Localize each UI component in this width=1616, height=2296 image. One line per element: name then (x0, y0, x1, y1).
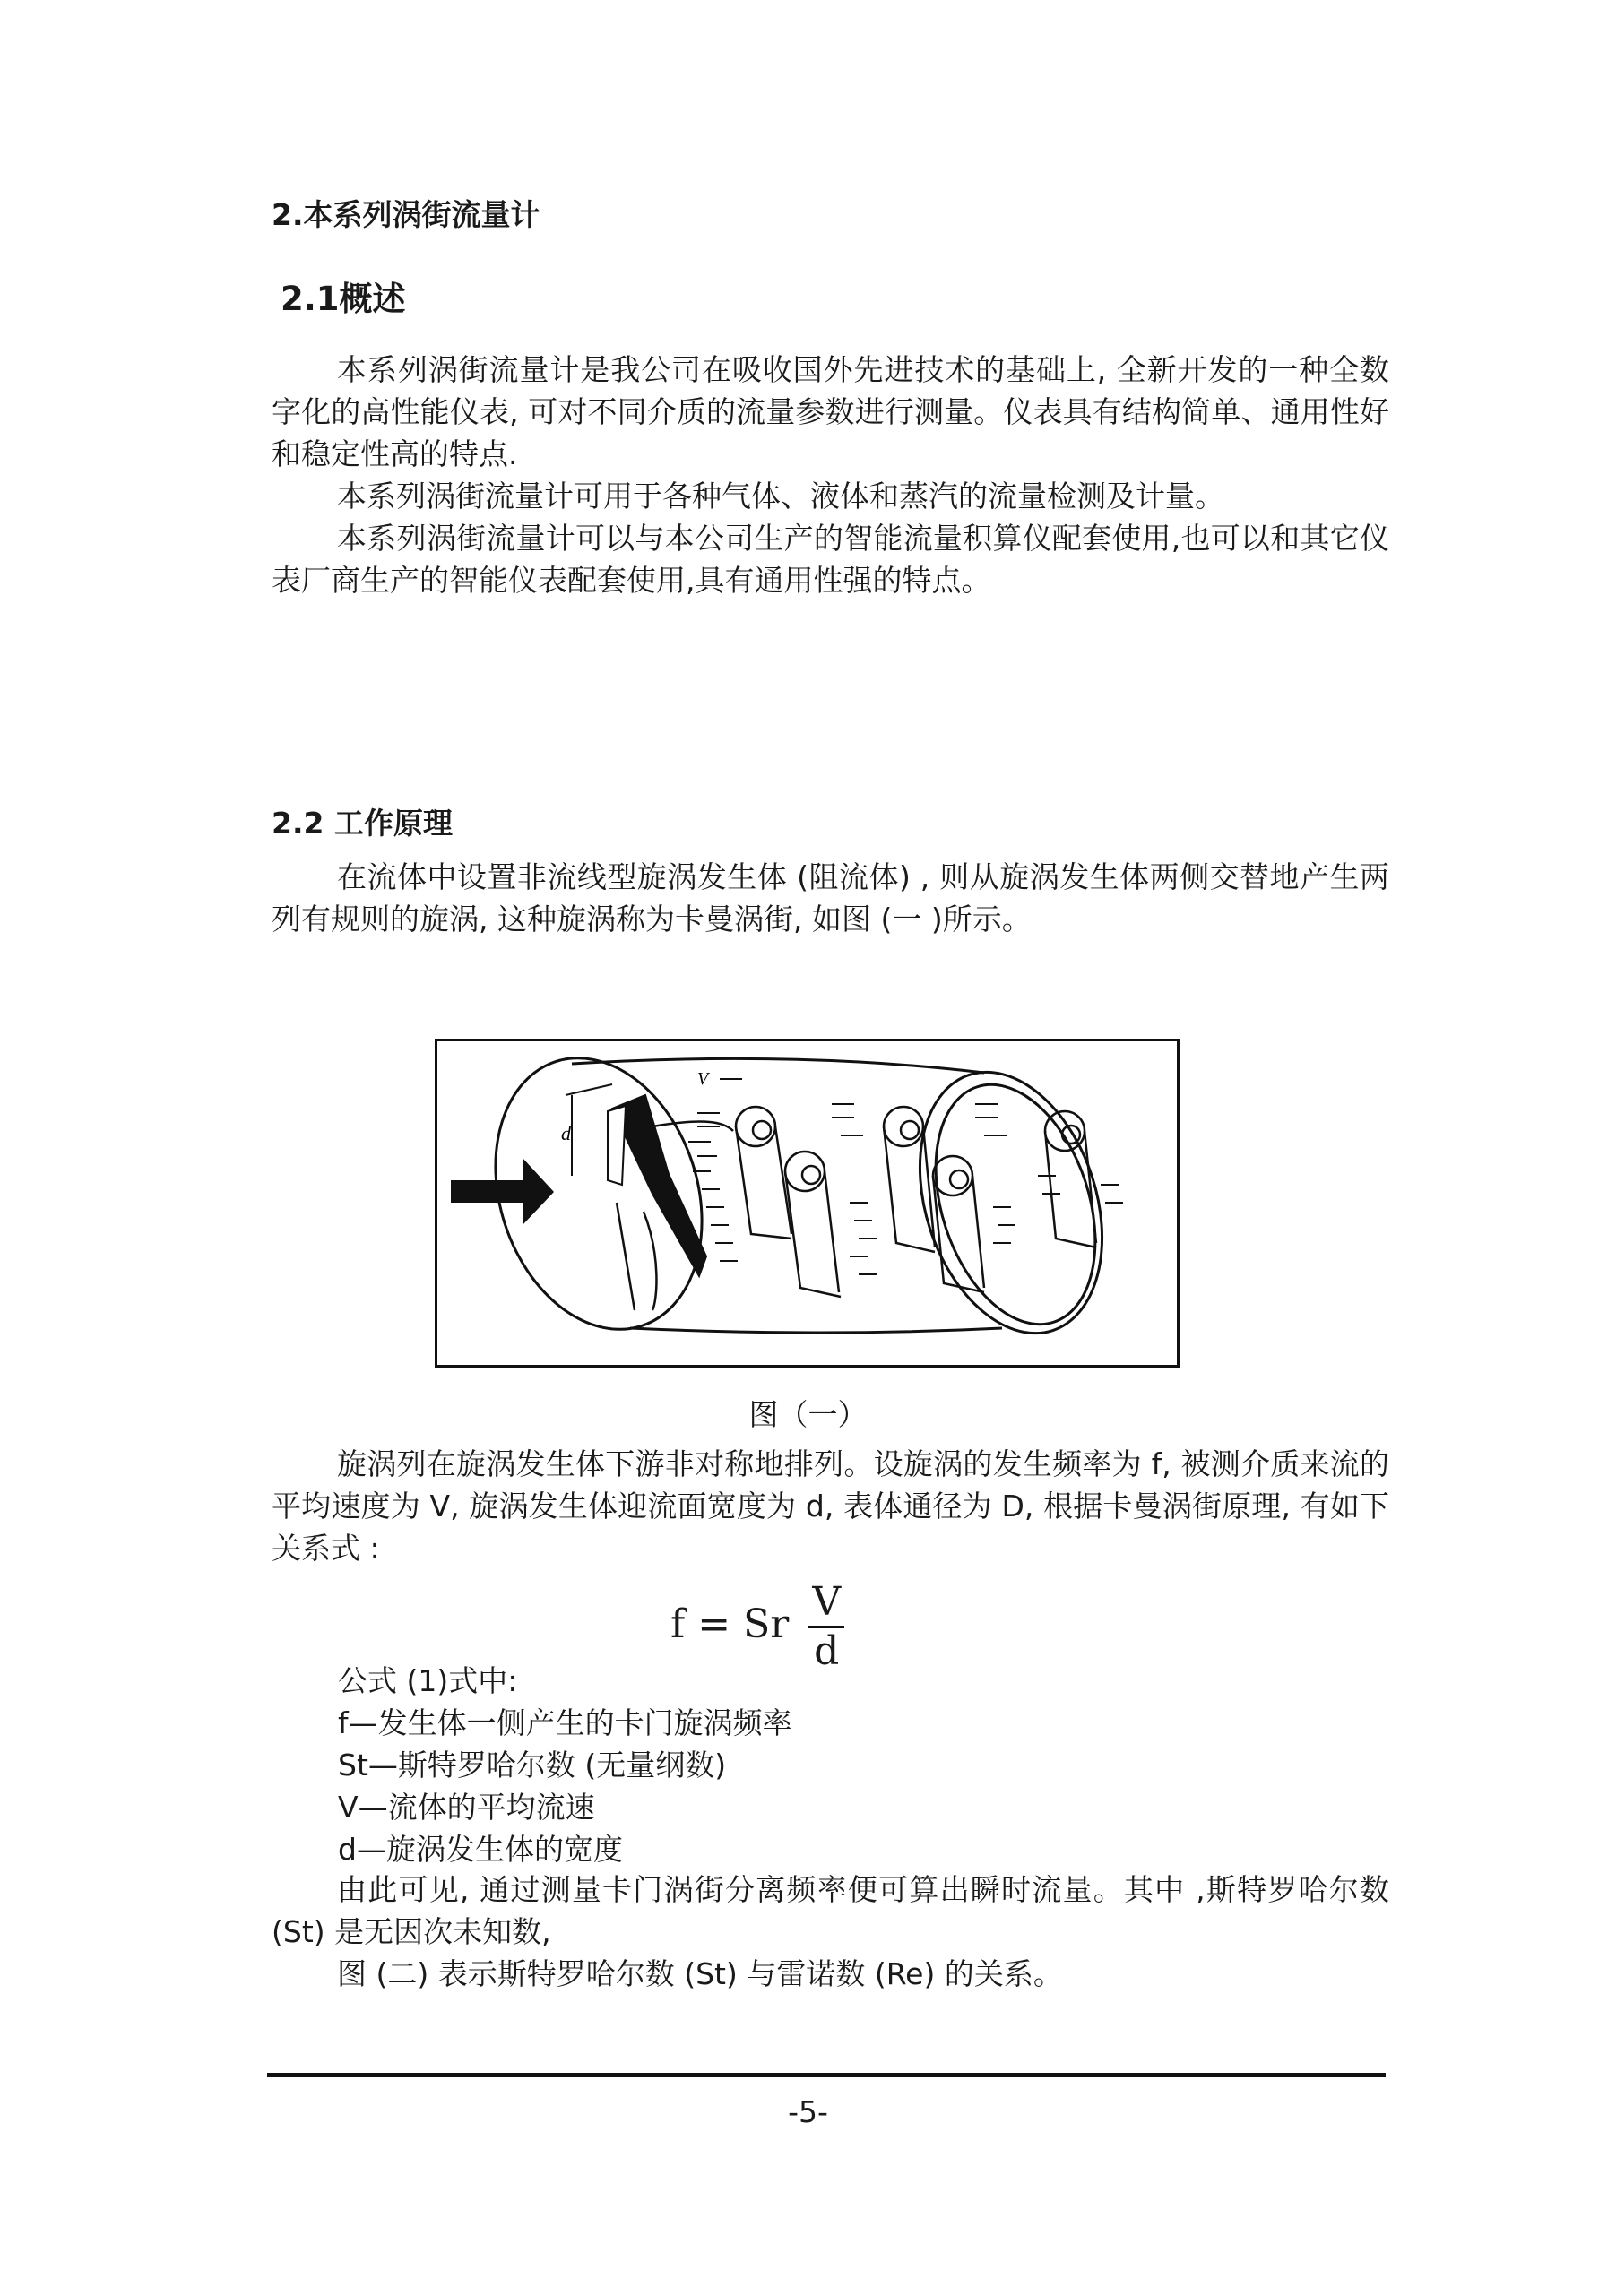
pipe-outlet-ring-outer (888, 1049, 1133, 1357)
relation-body (272, 1443, 1389, 1569)
formula-definitions (338, 1660, 792, 1870)
overview-paragraph: 本系列涡街流量计可以与本公司生产的智能流量积算仪配套使用,也可以和其它仪表厂商生产的智能仪表配套使用,具有通用性强的特点。 (272, 521, 1389, 598)
conclusion-paragraph: 由此可见, 通过测量卡门涡街分离频率便可算出瞬时流量。其中 ,斯特罗哈尔数 (St) 是无因次未知数, (272, 1872, 1389, 1949)
conclusion-body (272, 1869, 1389, 1995)
karman-vortex-illustration (437, 1041, 1177, 1365)
relation-paragraph: 旋涡列在旋涡发生体下游非对称地排列。设旋涡的发生频率为 f, 被测介质来流的平均速度为 V, 旋涡发生体迎流面宽度为 d, 表体通径为 D, 根据卡曼涡街原理, 有如下关系式 : (272, 1446, 1389, 1566)
formula-fraction (808, 1579, 844, 1675)
label-v: V (697, 1069, 709, 1089)
definition-item: d—旋涡发生体的宽度 (338, 1832, 623, 1867)
definitions-intro: 公式 (1)式中: (338, 1663, 518, 1698)
definition-item: f—发生体一侧产生的卡门旋涡频率 (338, 1705, 792, 1740)
definition-item: St—斯特罗哈尔数 (无量纲数) (338, 1748, 727, 1782)
overview-body (272, 349, 1389, 601)
formula-denominator: d (814, 1628, 840, 1674)
conclusion-paragraph: 图 (二) 表示斯特罗哈尔数 (St) 与雷诺数 (Re) 的关系。 (337, 1956, 1063, 1991)
label-d: d (561, 1122, 571, 1144)
pipe-bottom-line (630, 1328, 1002, 1333)
figure-caption: 图（一） (748, 1397, 868, 1432)
karman-vortex-figure (435, 1039, 1180, 1368)
pipe-top-line (572, 1058, 984, 1073)
formula-numerator: V (808, 1579, 844, 1628)
principle-heading: 2.2 工作原理 (272, 806, 453, 841)
definition-item: V—流体的平均流速 (338, 1790, 595, 1825)
dimension-d-marker (566, 1084, 612, 1176)
overview-paragraph: 本系列涡街流量计是我公司在吸收国外先进技术的基础上, 全新开发的一种全数字化的高性能仪表, 可对不同介质的流量参数进行测量。仪表具有结构简单、通用性好和稳定性高的特点. (272, 352, 1389, 471)
overview-paragraph: 本系列涡街流量计可用于各种气体、液体和蒸汽的流量检测及计量。 (337, 479, 1224, 514)
formula-lhs: f = Sr (670, 1601, 790, 1647)
page-number: -5- (788, 2094, 828, 2129)
footer-rule (267, 2073, 1386, 2077)
principle-paragraph: 在流体中设置非流线型旋涡发生体 (阻流体) , 则从旋涡发生体两侧交替地产生两列有规则的旋涡, 这种旋涡称为卡曼涡街, 如图 (一 )所示。 (272, 859, 1389, 937)
overview-heading: 2.1概述 (281, 280, 406, 318)
principle-body (272, 856, 1389, 940)
section-title: 2.本系列涡街流量计 (272, 197, 540, 232)
